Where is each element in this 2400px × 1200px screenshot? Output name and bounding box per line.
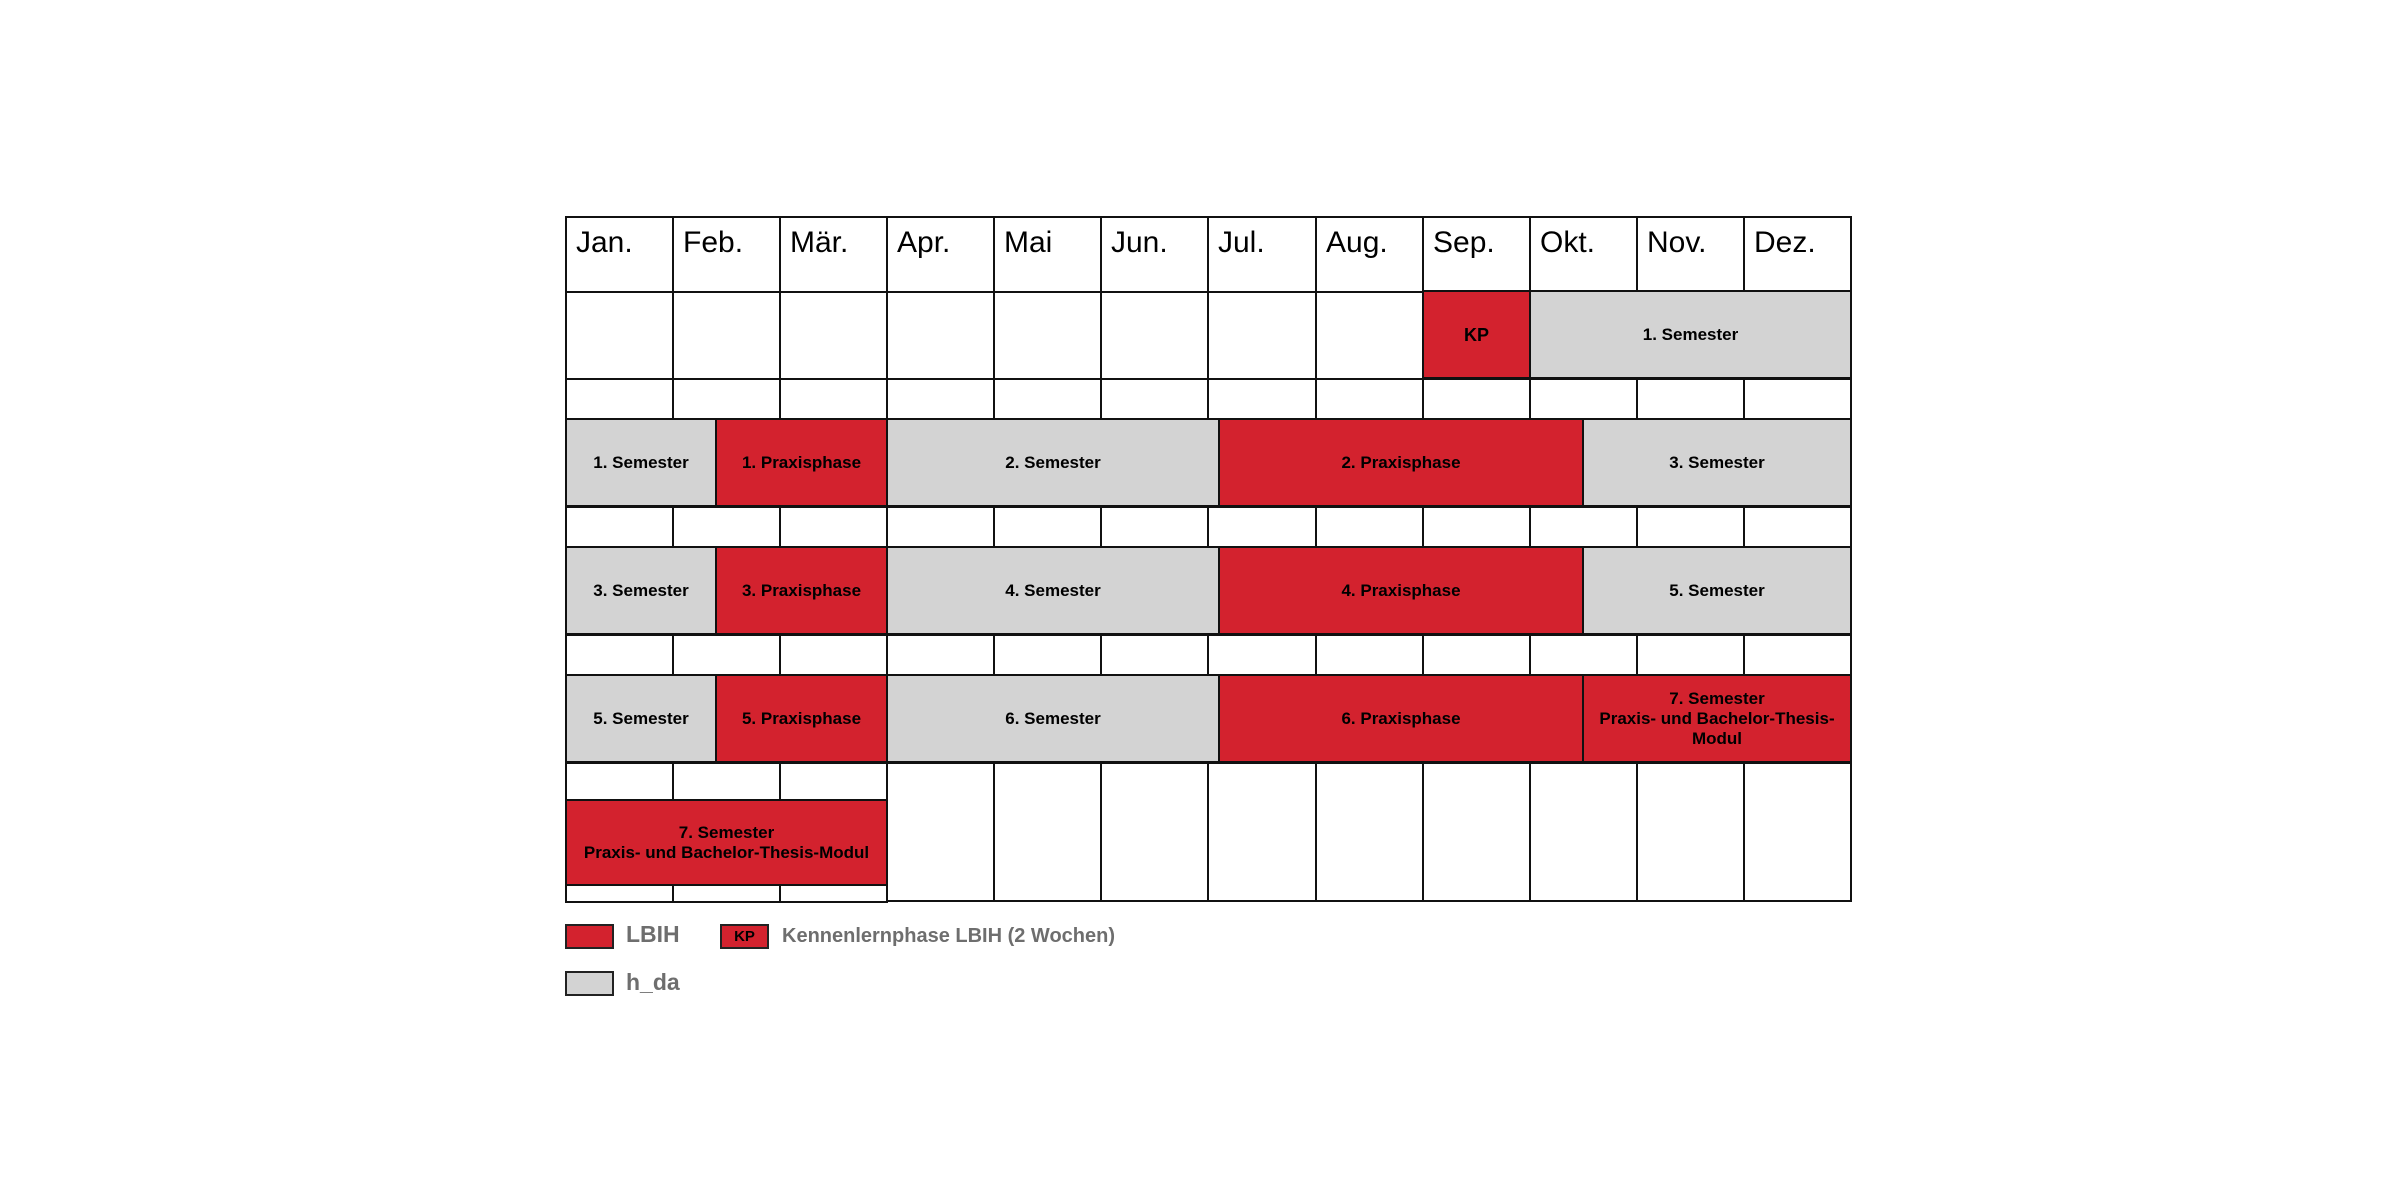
grid-cell: [1207, 378, 1317, 421]
legend-swatch-hda: [565, 971, 614, 996]
grid-cell: [672, 506, 781, 549]
grid-cell: [993, 378, 1102, 421]
grid-cell: [1743, 506, 1852, 549]
legend-label-lbih: LBIH: [626, 921, 680, 947]
month-label: Okt.: [1540, 226, 1596, 259]
month-label: Jul.: [1218, 226, 1265, 259]
grid-cell: [565, 884, 674, 903]
grid-cell: [1315, 506, 1424, 549]
month-label: Feb.: [683, 226, 744, 259]
grid-cell: [672, 378, 781, 421]
grid-cell: [1315, 634, 1424, 677]
legend-swatch-kp-text: KP: [734, 928, 755, 945]
grid-cell: [779, 506, 888, 549]
grid-cell: [1207, 506, 1317, 549]
hda-semester-bar: 5. Semester: [565, 674, 717, 763]
grid-cell: [1529, 634, 1638, 677]
lbih-phase-bar: 7. Semester Praxis- und Bachelor-Thesis-Modul: [565, 799, 888, 886]
grid-cell: [779, 378, 888, 421]
legend-swatch-kp: [720, 924, 769, 949]
grid-cell: [1636, 634, 1745, 677]
lbih-phase-bar: 5. Praxisphase: [715, 674, 888, 763]
hda-semester-bar: 5. Semester: [1582, 546, 1852, 635]
grid-cell: [1529, 506, 1638, 549]
hda-semester-bar: 1. Semester: [565, 418, 717, 507]
grid-cell: [1422, 506, 1531, 549]
grid-cell: [886, 378, 995, 421]
month-label: Sep.: [1433, 226, 1495, 259]
month-label: Jun.: [1111, 226, 1168, 259]
lbih-phase-bar: KP: [1422, 290, 1531, 379]
legend-label-kp: Kennenlernphase LBIH (2 Wochen): [782, 925, 1116, 947]
grid-cell: [1636, 762, 1745, 902]
grid-cell: [1743, 378, 1852, 421]
grid-cell: [1743, 762, 1852, 902]
grid-cell: [1422, 762, 1531, 902]
lbih-phase-bar: 6. Praxisphase: [1218, 674, 1584, 763]
grid-cell: [1100, 378, 1209, 421]
lbih-phase-bar: 3. Praxisphase: [715, 546, 888, 635]
month-label: Aug.: [1326, 226, 1388, 259]
grid-cell: [1636, 506, 1745, 549]
grid-cell: [672, 884, 781, 903]
hda-semester-bar: 1. Semester: [1529, 290, 1852, 379]
hda-semester-bar: 3. Semester: [565, 546, 717, 635]
grid-cell: [1636, 378, 1745, 421]
lbih-phase-bar: 4. Praxisphase: [1218, 546, 1584, 635]
grid-cell: [1207, 762, 1317, 902]
grid-cell: [1422, 378, 1531, 421]
grid-cell: [565, 762, 674, 802]
grid-cell: [1100, 634, 1209, 677]
hda-semester-bar: 3. Semester: [1582, 418, 1852, 507]
hda-semester-bar: 6. Semester: [886, 674, 1220, 763]
grid-cell: [1100, 506, 1209, 549]
month-label: Nov.: [1647, 226, 1707, 259]
hda-semester-bar: 2. Semester: [886, 418, 1220, 507]
grid-cell: [1100, 762, 1209, 902]
grid-cell: [993, 634, 1102, 677]
grid-cell: [1529, 378, 1638, 421]
grid-cell: [565, 378, 674, 421]
grid-cell: [886, 506, 995, 549]
month-label: Mär.: [790, 226, 849, 259]
month-label: Mai: [1004, 226, 1053, 259]
grid-cell: [779, 884, 888, 903]
hda-semester-bar: 4. Semester: [886, 546, 1220, 635]
legend-swatch-lbih: [565, 924, 614, 949]
grid-cell: [886, 762, 995, 902]
grid-cell: [1743, 634, 1852, 677]
grid-cell: [565, 506, 674, 549]
lbih-phase-bar: 1. Praxisphase: [715, 418, 888, 507]
grid-cell: [779, 762, 888, 802]
grid-cell: [1207, 634, 1317, 677]
month-label: Dez.: [1754, 226, 1816, 259]
lbih-phase-bar: 7. Semester Praxis- und Bachelor-Thesis- Modul: [1582, 674, 1852, 763]
grid-cell: [1315, 762, 1424, 902]
grid-cell: [672, 634, 781, 677]
legend-label-hda: h_da: [626, 969, 680, 995]
grid-cell: [565, 634, 674, 677]
month-label: Apr.: [897, 226, 951, 259]
grid-cell: [779, 634, 888, 677]
grid-cell: [993, 762, 1102, 902]
lbih-phase-bar: 2. Praxisphase: [1218, 418, 1584, 507]
grid-cell: [1315, 378, 1424, 421]
grid-cell: [886, 634, 995, 677]
month-label: Jan.: [576, 226, 633, 259]
grid-cell: [993, 506, 1102, 549]
grid-cell: [1529, 762, 1638, 902]
grid-cell: [672, 762, 781, 802]
grid-cell: [1422, 634, 1531, 677]
